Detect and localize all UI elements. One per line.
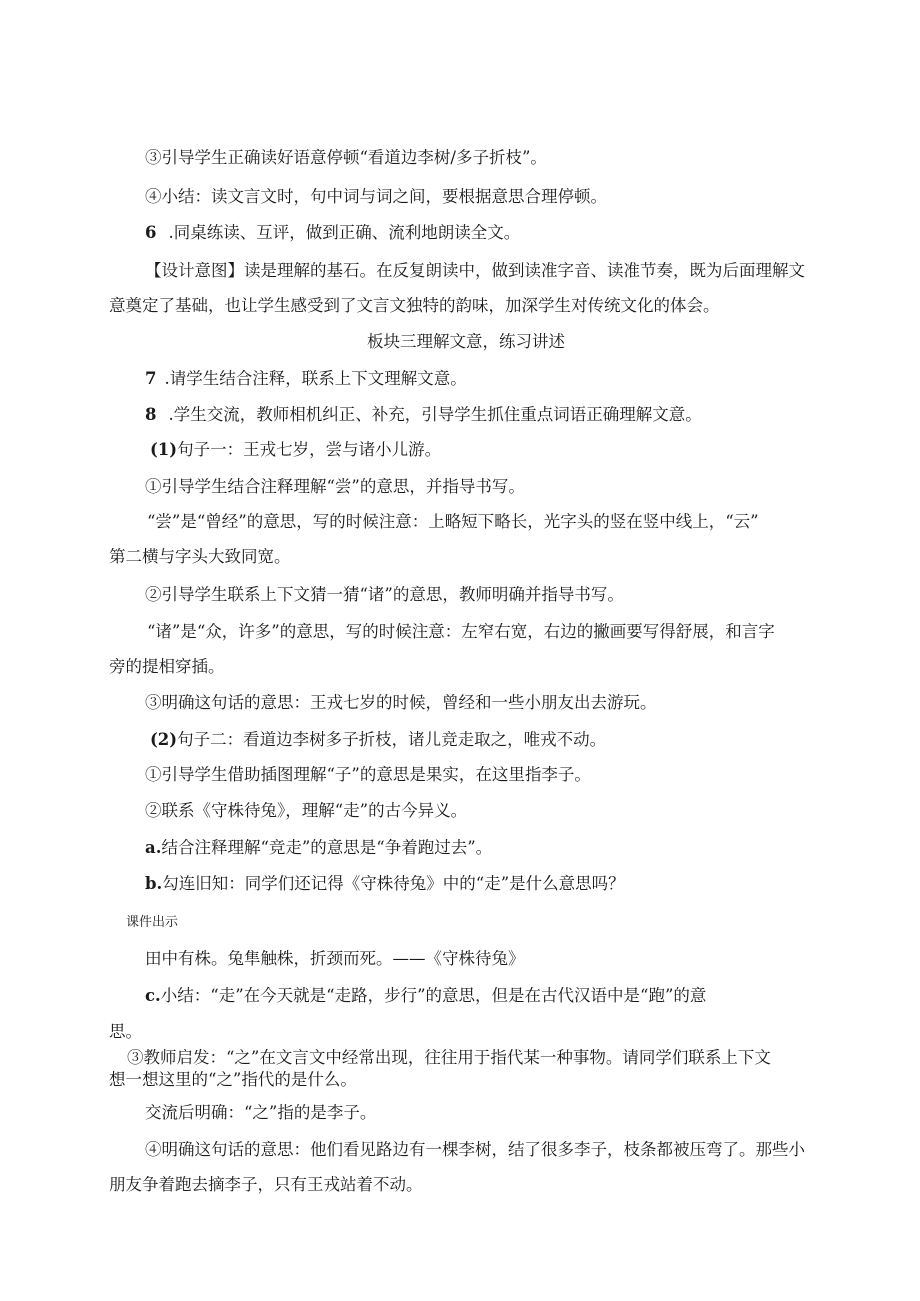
text-line: ④小结：读文言文时，句中词与词之间，要根据意思合理停顿。 [145,187,607,206]
section-heading: 板块三理解文意，练习讲述 [367,332,565,351]
item-text: .同桌练读、互评，做到正确、流利地朗读全文。 [168,223,521,242]
text-line: 朋友争着跑去摘李子，只有王戎站着不动。 [109,1175,423,1194]
quote-line: 田中有株。兔隼触株，折颈而死。——《守株待兔》 [145,949,525,968]
text-line: 第二横与字头大致同宽。 [109,547,291,566]
item-number: 7 [145,369,157,388]
list-item-c [145,985,706,1007]
item-text: 结合注释理解“竞走”的意思是“争着跑过去”。 [161,838,493,857]
text-line: ③引导学生正确读好语意停顿“看道边李树/多子折枝”。 [145,148,547,167]
item-text: 句子二：看道边李树多子折枝，诸儿竞走取之，唯戎不动。 [177,730,607,749]
item-number: 8 [145,405,157,424]
text-line: 旁的提相穿插。 [109,657,225,676]
text-line: “诸”是“众，许多”的意思，写的时候注意：左窄右宽，右边的撇画要写得舒展，和言字 [147,622,775,641]
list-item-a [145,837,492,859]
item-marker: a. [145,838,162,857]
text-line: 意奠定了基础，也让学生感受到了文言文独特的韵味，加深学生对传统文化的体会。 [109,296,720,315]
text-line: 想一想这里的“之”指代的是什么。 [109,1070,357,1089]
item-number: 6 [145,223,157,242]
item-text: .学生交流，教师相机纠正、补充，引导学生抓住重点词语正确理解文意。 [168,405,702,424]
text-line: ②引导学生联系上下文猜一猜“诸”的意思，教师明确并指导书写。 [145,585,624,604]
item-number: (1) [150,440,178,459]
item-number: (2) [150,730,178,749]
item-marker: c. [145,986,161,1005]
sub-item-1 [150,439,441,461]
text-line: ①引导学生借助插图理解“子”的意思是果实，在这里指李子。 [145,765,591,784]
item-marker: b. [145,874,163,893]
item-text: 句子一：王戎七岁，尝与诸小儿游。 [177,440,442,459]
text-line: ③教师启发：“之”在文言文中经常出现，往往用于指代某一种事物。请同学们联系上下文 [127,1048,771,1067]
numbered-item-7 [145,368,467,390]
sub-item-2 [150,729,606,751]
numbered-item-6 [145,222,520,244]
item-text: .请学生结合注释，联系上下文理解文意。 [164,369,467,388]
courseware-label: 课件出示 [126,915,179,930]
text-line: 思。 [109,1022,142,1041]
text-line: ④明确这句话的意思：他们看见路边有一棵李树，结了很多李子，枝条都被压弯了。那些小 [145,1140,805,1159]
text-line: 【设计意图】读是理解的基石。在反复朗读中，做到读准字音、读准节奏，既为后面理解文 [145,261,805,280]
list-item-b [145,873,625,895]
text-line: ②联系《守株待兔》，理解“走”的古今异义。 [145,801,468,820]
item-text: 小结：“走”在今天就是“走路，步行”的意思，但是在古代汉语中是“跑”的意 [160,986,707,1005]
text-line: “尝”是“曾经”的意思，写的时候注意：上略短下略长，光字头的竖在竖中线上，“云” [147,512,759,531]
text-line: ①引导学生结合注释理解“尝”的意思，并指导书写。 [145,477,525,496]
text-line: 交流后明确：“之”指的是李子。 [145,1103,377,1122]
numbered-item-8 [145,404,702,426]
text-line: ③明确这句话的意思：王戎七岁的时候，曾经和一些小朋友出去游玩。 [145,693,657,712]
item-text: 勾连旧知：同学们还记得《守株待兔》中的“走”是什么意思吗？ [162,874,625,893]
